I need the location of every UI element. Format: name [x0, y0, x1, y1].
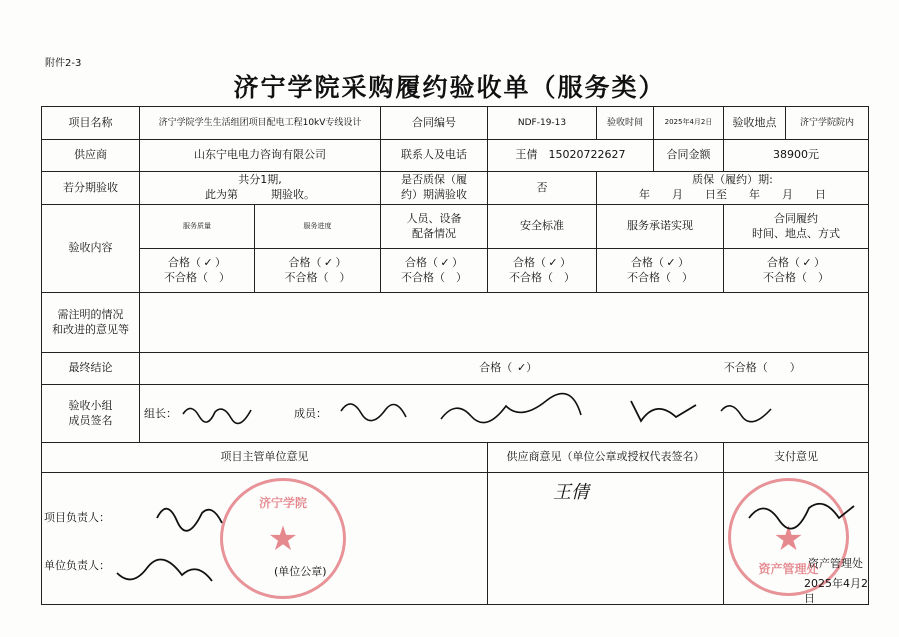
- final-pass-close: ）: [526, 361, 538, 375]
- checkmark-icon: ✓: [802, 255, 812, 269]
- notes-value: [140, 293, 869, 353]
- contract-no-value: NDF-19-13: [488, 107, 597, 140]
- payment-opinion-cell: [724, 473, 869, 605]
- attachment-number: 附件2-3: [45, 58, 82, 69]
- header-contract-performance: 合同履约 时间、地点、方式: [724, 205, 869, 249]
- installment-label: 若分期验收: [42, 172, 140, 205]
- stamp-left-text: 济宁学院: [258, 496, 307, 510]
- payment-date: 2025年4月2日: [804, 577, 869, 605]
- acceptance-form: [41, 106, 869, 605]
- unit-seal-label: (单位公章): [274, 565, 327, 578]
- warranty-period-line1: 质保（履约）期:: [692, 173, 773, 187]
- acceptance-place-value: 济宁学院院内: [786, 107, 869, 140]
- notes-label-line2: 和改进的意见等: [52, 322, 129, 336]
- result-service-progress: 合格（ ✓ ） 不合格（ ）: [255, 249, 381, 293]
- payment-unit: 资产管理处: [808, 557, 864, 570]
- header-service-commitment: 服务承诺实现: [597, 205, 724, 249]
- dept-opinion-cell: [42, 473, 488, 605]
- contract-no-label: 合同编号: [381, 107, 488, 140]
- result-staff-equipment: 合格（ ✓ ） 不合格（ ）: [381, 249, 488, 293]
- checkmark-icon: ✓: [203, 255, 213, 269]
- pass-text: 合格（: [405, 255, 439, 269]
- supplier-opinion-cell: [488, 473, 724, 605]
- acceptance-place-label: 验收地点: [724, 107, 786, 140]
- installment-value: [140, 172, 381, 205]
- fail-text: 不合格（ ）: [401, 270, 468, 284]
- team-label-line1: 验收小组: [68, 398, 113, 412]
- project-lead-label: 项目负责人：: [44, 511, 110, 524]
- checkmark-icon: ✓: [666, 255, 676, 269]
- result-service-quality: 合格（ ✓ ） 不合格（ ）: [140, 249, 255, 293]
- header-staff-equipment: 人员、设备 配备情况: [381, 205, 488, 249]
- pass-text: 合格（: [288, 255, 322, 269]
- checkmark-icon: ✓: [440, 255, 450, 269]
- amount-label: 合同金额: [654, 140, 724, 172]
- notes-label-line1: 需注明的情况: [57, 307, 124, 321]
- supplier-value: 山东宁电电力咨询有限公司: [140, 140, 381, 172]
- payment-signature: [744, 488, 864, 538]
- fail-text: 不合格（ ）: [284, 270, 351, 284]
- star-icon: ★: [267, 519, 299, 559]
- warranty-period-line2: 年 月 日至 年 月 日: [639, 188, 827, 201]
- header-service-quality: 服务质量: [140, 205, 255, 249]
- final-fail-text: 不合格（ ）: [723, 361, 801, 375]
- project-name-value: 济宁学院学生生活组团项目配电工程10kV专线设计: [140, 107, 381, 140]
- acceptance-time-label: 验收时间: [597, 107, 654, 140]
- pass-text: 合格（: [168, 255, 201, 269]
- unit-lead-signature: [112, 553, 222, 593]
- installment-line2: 此为第 期验收。: [205, 188, 315, 201]
- amount-value: 38900元: [724, 140, 869, 172]
- unit-lead-label: 单位负责人：: [44, 559, 110, 572]
- final-label: 最终结论: [42, 353, 140, 385]
- pass-text: 合格（: [513, 255, 547, 269]
- result-service-commitment: 合格（ ✓ ） 不合格（ ）: [597, 249, 724, 293]
- warranty-label-line1: 是否质保（履: [401, 173, 468, 187]
- fail-text: 不合格（ ）: [509, 270, 576, 284]
- document-title: 济宁学院采购履约验收单（服务类）: [233, 73, 666, 102]
- leader-signature: [181, 396, 261, 431]
- leader-label: 组长：: [144, 406, 177, 420]
- supplier-opinion-header: 供应商意见（单位公章或授权代表签名）: [488, 443, 724, 473]
- checkmark-icon: ✓: [323, 255, 334, 269]
- warranty-label: [381, 172, 488, 205]
- star-icon: ★: [773, 519, 804, 559]
- warranty-value: 否: [488, 172, 597, 205]
- pass-text: 合格（: [767, 255, 801, 269]
- notes-label: [42, 293, 140, 353]
- contact-value: 王倩 15020722627: [488, 140, 654, 172]
- team-label: [42, 385, 140, 443]
- payment-opinion-header: 支付意见: [724, 443, 869, 473]
- result-safety-standard: 合格（ ✓ ） 不合格（ ）: [488, 249, 597, 293]
- result-contract-performance: 合格（ ✓ ） 不合格（ ）: [724, 249, 869, 293]
- project-name-label: 项目名称: [42, 107, 140, 140]
- header-safety-standard: 安全标准: [488, 205, 597, 249]
- team-label-line2: 成员签名: [68, 413, 113, 427]
- header-service-progress: 服务进度: [255, 205, 381, 249]
- fail-text: 不合格（ ）: [164, 270, 230, 284]
- fail-text: 不合格（ ）: [627, 270, 694, 284]
- installment-line1: 共分1期,: [238, 173, 282, 187]
- supplier-signature: 王倩: [553, 482, 590, 503]
- final-pass-text: 合格（: [479, 361, 513, 375]
- unit-seal-stamp: [220, 478, 346, 599]
- pass-text: 合格（: [631, 255, 665, 269]
- fail-text: 不合格（ ）: [763, 270, 830, 284]
- warranty-period: [597, 172, 869, 205]
- contact-label: 联系人及电话: [381, 140, 488, 172]
- warranty-label-line2: 约）期满验收: [401, 188, 468, 201]
- stamp-right-text: 资产管理处: [758, 562, 819, 576]
- final-value: [140, 353, 869, 385]
- members-label: 成员：: [294, 406, 327, 420]
- members-signatures: [331, 391, 791, 436]
- final-checkmark-icon: ✓: [517, 361, 527, 375]
- supplier-label: 供应商: [42, 140, 140, 172]
- acceptance-label: 验收内容: [42, 205, 140, 293]
- acceptance-time-value: 2025年4月2日: [654, 107, 724, 140]
- checkmark-icon: ✓: [548, 255, 558, 269]
- dept-opinion-header: 项目主管单位意见: [42, 443, 488, 473]
- team-signatures: [140, 385, 869, 443]
